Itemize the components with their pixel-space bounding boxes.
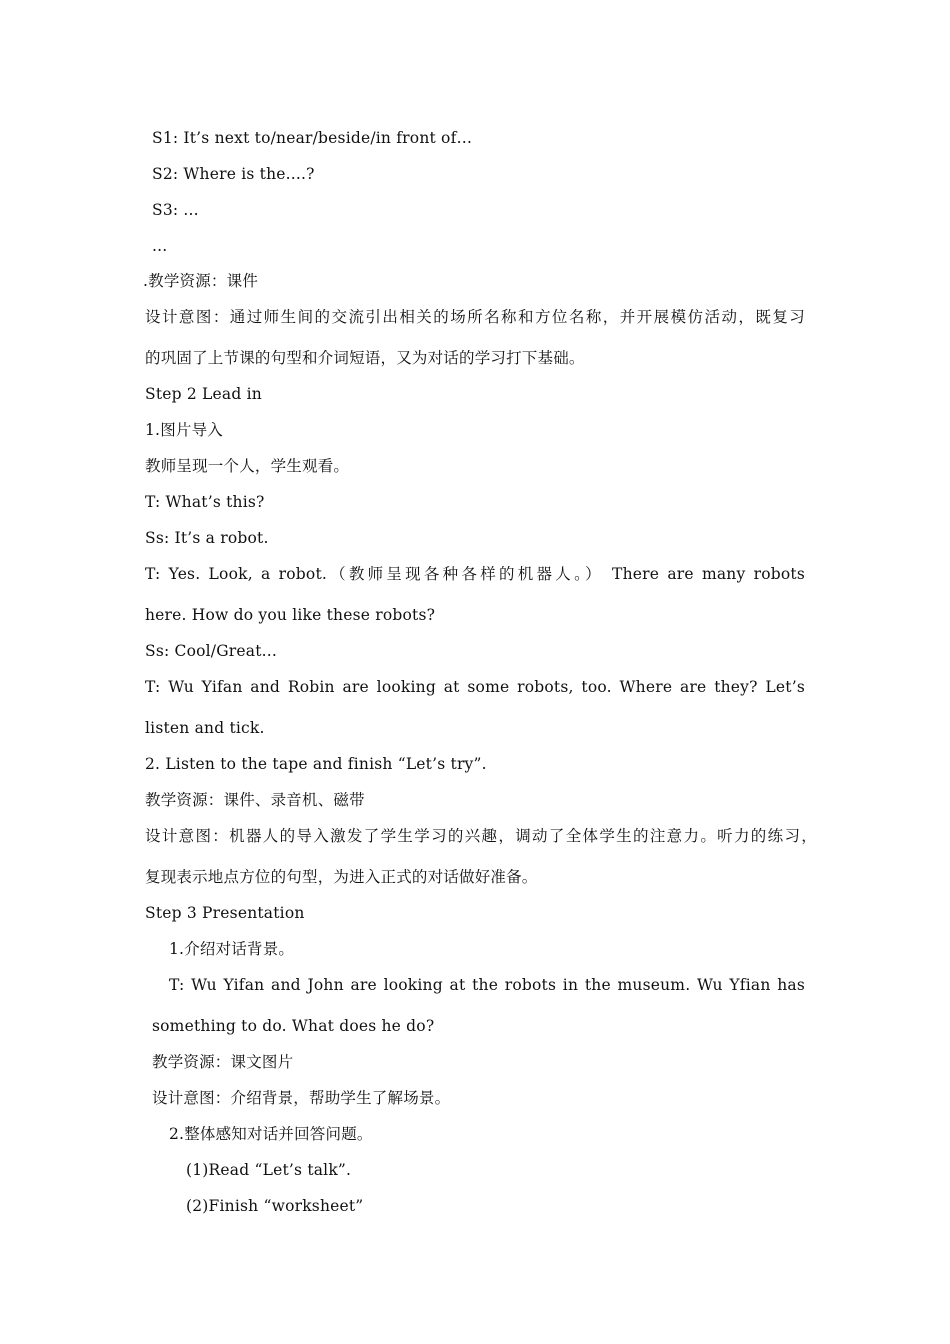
dialogue-line-s1: S1: It’s next to/near/beside/in front of… — [152, 129, 473, 147]
step-3-item-2: 2.整体感知对话并回答问题。 — [169, 1125, 373, 1143]
step-3-subitem-2: (2)Finish “worksheet” — [186, 1197, 364, 1215]
step-3-heading: Step 3 Presentation — [145, 904, 305, 922]
dialogue-t-2-line-2: here. How do you like these robots? — [145, 606, 436, 624]
dialogue-t-1: T: What’s this? — [145, 493, 265, 511]
step-2-item-1: 1.图片导入 — [145, 421, 223, 439]
step-3-item-1: 1.介绍对话背景。 — [169, 940, 295, 958]
teaching-resource-2: 教学资源：课件、录音机、磁带 — [145, 791, 365, 809]
step-2-item-2: 2. Listen to the tape and finish “Let’s try”. — [145, 755, 487, 773]
step-2-heading: Step 2 Lead in — [145, 385, 262, 403]
design-intent-2-line-1: 设计意图：机器人的导入激发了学生学习的兴趣，调动了全体学生的注意力。听力的练习， — [145, 827, 817, 845]
teaching-resource-1: .教学资源：课件 — [143, 272, 259, 290]
design-intent-2-line-2: 复现表示地点方位的句型，为进入正式的对话做好准备。 — [145, 868, 538, 886]
dialogue-ss-2: Ss: Cool/Great... — [145, 642, 278, 660]
step-3-subitem-1: (1)Read “Let’s talk”. — [186, 1161, 352, 1179]
dialogue-t-3-line-2: listen and tick. — [145, 719, 265, 737]
design-intent-1-line-2: 的巩固了上节课的句型和介词短语，又为对话的学习打下基础。 — [145, 349, 585, 367]
dialogue-line-s2: S2: Where is the....? — [152, 165, 315, 183]
step-2-text-1: 教师呈现一个人，学生观看。 — [145, 457, 350, 475]
step-3-dialogue-line-1: T: Wu Yifan and John are looking at the robots in the museum. Wu Yfian has — [169, 976, 805, 994]
dialogue-ellipsis: ... — [152, 237, 168, 255]
design-intent-3: 设计意图：介绍背景，帮助学生了解场景。 — [152, 1089, 451, 1107]
design-intent-1-line-1: 设计意图：通过师生间的交流引出相关的场所名称和方位名称，并开展模仿活动，既复习 — [145, 308, 805, 326]
teaching-resource-3: 教学资源：课文图片 — [152, 1053, 294, 1071]
dialogue-line-s3: S3: ... — [152, 201, 199, 219]
dialogue-t-2-line-1: T: Yes. Look, a robot.（教师呈现各种各样的机器人。） There are many robots — [145, 565, 805, 583]
dialogue-ss-1: Ss: It’s a robot. — [145, 529, 269, 547]
step-3-dialogue-line-2: something to do. What does he do? — [152, 1017, 435, 1035]
dialogue-t-3-line-1: T: Wu Yifan and Robin are looking at some robots, too. Where are they? Let’s — [145, 678, 805, 696]
